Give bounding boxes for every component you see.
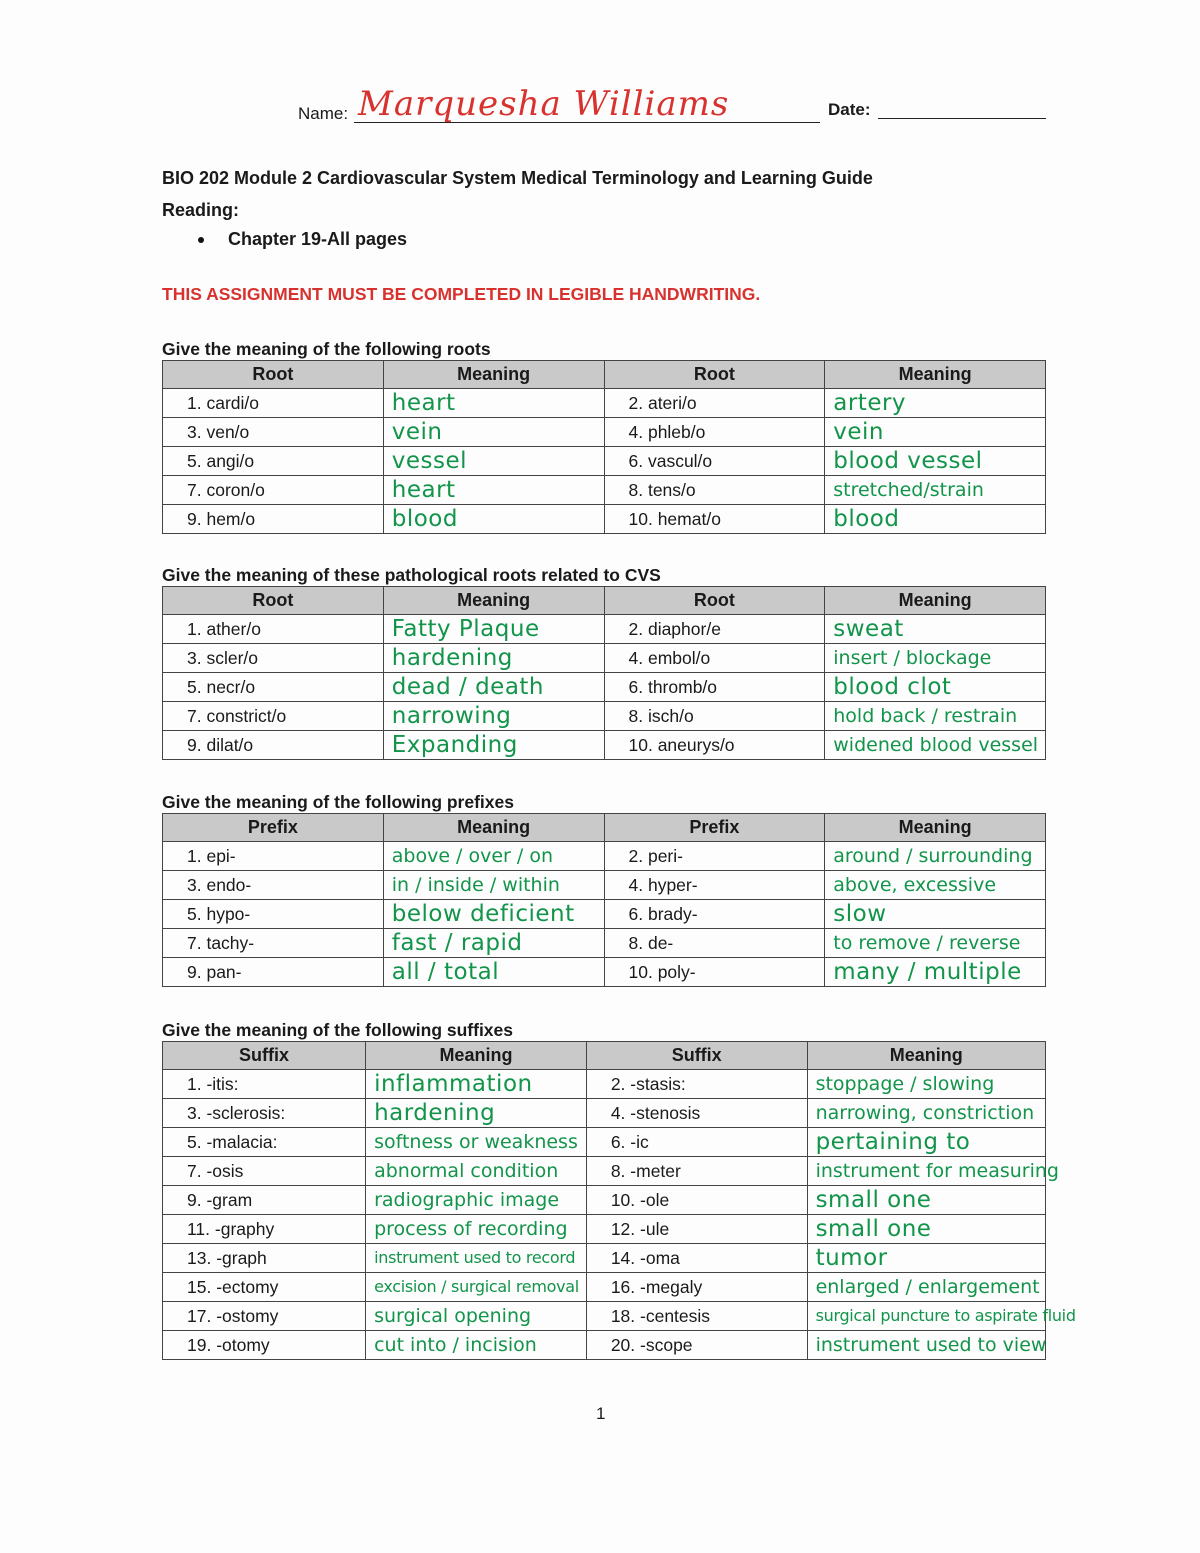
meaning-answer[interactable]: slow xyxy=(825,900,1046,929)
table-row xyxy=(163,871,1046,900)
name-value[interactable]: Marquesha Williams xyxy=(358,84,730,124)
column-header: Meaning xyxy=(825,587,1046,615)
table-row xyxy=(163,389,1046,418)
table-header-row xyxy=(163,814,1046,842)
meaning-answer[interactable]: blood xyxy=(383,505,604,534)
meaning-answer[interactable]: cut into / incision xyxy=(366,1331,587,1360)
column-header: Meaning xyxy=(825,361,1046,389)
table-row xyxy=(163,1186,1046,1215)
section-prefixes xyxy=(162,791,1046,987)
table-row xyxy=(163,702,1046,731)
meaning-answer[interactable]: process of recording xyxy=(366,1215,587,1244)
meaning-answer[interactable]: above, excessive xyxy=(825,871,1046,900)
meaning-answer[interactable]: vessel xyxy=(383,447,604,476)
meaning-answer[interactable]: stoppage / slowing xyxy=(807,1070,1045,1099)
term-cell: 7. tachy- xyxy=(163,929,384,958)
meaning-answer[interactable]: many / multiple xyxy=(825,958,1046,987)
table-row xyxy=(163,615,1046,644)
term-cell: 8. -meter xyxy=(586,1157,807,1186)
column-header: Prefix xyxy=(604,814,825,842)
document-title: BIO 202 Module 2 Cardiovascular System Medical Terminology and Learning Guide xyxy=(162,168,873,188)
meaning-answer[interactable]: blood vessel xyxy=(825,447,1046,476)
meaning-answer[interactable]: surgical opening xyxy=(366,1302,587,1331)
term-cell: 5. -malacia: xyxy=(163,1128,366,1157)
meaning-answer[interactable]: vein xyxy=(825,418,1046,447)
terminology-table xyxy=(162,586,1046,760)
table-row xyxy=(163,1331,1046,1360)
table-header-row xyxy=(163,587,1046,615)
term-cell: 18. -centesis xyxy=(586,1302,807,1331)
term-cell: 3. -sclerosis: xyxy=(163,1099,366,1128)
term-cell: 1. epi- xyxy=(163,842,384,871)
meaning-answer[interactable]: all / total xyxy=(383,958,604,987)
term-cell: 6. -ic xyxy=(586,1128,807,1157)
column-header: Prefix xyxy=(163,814,384,842)
column-header: Suffix xyxy=(163,1042,366,1070)
column-header: Root xyxy=(604,587,825,615)
table-row xyxy=(163,1070,1046,1099)
meaning-answer[interactable]: fast / rapid xyxy=(383,929,604,958)
section-roots xyxy=(162,338,1046,534)
term-cell: 4. phleb/o xyxy=(604,418,825,447)
meaning-answer[interactable]: sweat xyxy=(825,615,1046,644)
terminology-table xyxy=(162,360,1046,534)
table-row xyxy=(163,958,1046,987)
section-suffixes xyxy=(162,1019,1076,1360)
meaning-answer[interactable]: hardening xyxy=(383,644,604,673)
meaning-answer[interactable]: small one xyxy=(807,1186,1045,1215)
meaning-answer[interactable]: below deficient xyxy=(383,900,604,929)
table-row xyxy=(163,900,1046,929)
meaning-answer[interactable]: pertaining to xyxy=(807,1128,1045,1157)
table-row xyxy=(163,418,1046,447)
term-cell: 20. -scope xyxy=(586,1331,807,1360)
term-cell: 1. -itis: xyxy=(163,1070,366,1099)
term-cell: 2. peri- xyxy=(604,842,825,871)
meaning-answer[interactable]: instrument used to record xyxy=(366,1244,587,1273)
meaning-answer[interactable]: in / inside / within xyxy=(383,871,604,900)
reading-item-text: Chapter 19-All pages xyxy=(228,229,408,249)
reading-label: Reading: xyxy=(162,200,240,220)
term-cell: 19. -otomy xyxy=(163,1331,366,1360)
meaning-answer[interactable]: radiographic image xyxy=(366,1186,587,1215)
term-cell: 13. -graph xyxy=(163,1244,366,1273)
term-cell: 6. vascul/o xyxy=(604,447,825,476)
term-cell: 10. aneurys/o xyxy=(604,731,825,760)
term-cell: 5. hypo- xyxy=(163,900,384,929)
bullet-icon xyxy=(198,237,204,243)
table-row xyxy=(163,1128,1046,1157)
term-cell: 9. hem/o xyxy=(163,505,384,534)
column-header: Meaning xyxy=(383,361,604,389)
section-pathological-roots xyxy=(162,564,1046,760)
warning-text: THIS ASSIGNMENT MUST BE COMPLETED IN LEGIBLE HANDWRITING. xyxy=(162,284,761,304)
meaning-answer[interactable]: blood xyxy=(825,505,1046,534)
term-cell: 5. necr/o xyxy=(163,673,384,702)
meaning-answer[interactable]: heart xyxy=(383,389,604,418)
table-row xyxy=(163,476,1046,505)
term-cell: 1. cardi/o xyxy=(163,389,384,418)
meaning-answer[interactable]: vein xyxy=(383,418,604,447)
meaning-answer[interactable]: instrument used to view xyxy=(807,1331,1045,1360)
term-cell: 14. -oma xyxy=(586,1244,807,1273)
term-cell: 8. de- xyxy=(604,929,825,958)
meaning-answer[interactable]: hardening xyxy=(366,1099,587,1128)
meaning-answer[interactable]: excision / surgical removal xyxy=(366,1273,587,1302)
term-cell: 9. dilat/o xyxy=(163,731,384,760)
meaning-answer[interactable]: inflammation xyxy=(366,1070,587,1099)
term-cell: 7. -osis xyxy=(163,1157,366,1186)
column-header: Meaning xyxy=(366,1042,587,1070)
date-label: Date: xyxy=(828,100,871,119)
meaning-answer[interactable]: narrowing, constriction xyxy=(807,1099,1045,1128)
term-cell: 9. pan- xyxy=(163,958,384,987)
term-cell: 5. angi/o xyxy=(163,447,384,476)
terminology-table xyxy=(162,813,1046,987)
term-cell: 12. -ule xyxy=(586,1215,807,1244)
meaning-answer[interactable]: Fatty Plaque xyxy=(383,615,604,644)
section-title: Give the meaning of the following suffixes xyxy=(162,1020,514,1040)
term-cell: 3. endo- xyxy=(163,871,384,900)
table-row xyxy=(163,644,1046,673)
meaning-answer[interactable]: around / surrounding xyxy=(825,842,1046,871)
meaning-answer[interactable]: blood clot xyxy=(825,673,1046,702)
meaning-answer[interactable]: to remove / reverse xyxy=(825,929,1046,958)
term-cell: 2. -stasis: xyxy=(586,1070,807,1099)
section-title: Give the meaning of the following roots xyxy=(162,339,491,359)
table-row xyxy=(163,1273,1046,1302)
meaning-answer[interactable]: narrowing xyxy=(383,702,604,731)
term-cell: 10. poly- xyxy=(604,958,825,987)
meaning-answer[interactable]: instrument for measuring xyxy=(807,1157,1045,1186)
meaning-answer[interactable]: insert / blockage xyxy=(825,644,1046,673)
meaning-answer[interactable]: small one xyxy=(807,1215,1045,1244)
term-cell: 2. ateri/o xyxy=(604,389,825,418)
column-header: Root xyxy=(604,361,825,389)
table-row xyxy=(163,929,1046,958)
meaning-answer[interactable]: softness or weakness xyxy=(366,1128,587,1157)
section-title: Give the meaning of these pathological roots related to CVS xyxy=(162,565,661,585)
meaning-answer[interactable]: widened blood vessel xyxy=(825,731,1046,760)
term-cell: 4. embol/o xyxy=(604,644,825,673)
term-cell: 11. -graphy xyxy=(163,1215,366,1244)
term-cell: 3. ven/o xyxy=(163,418,384,447)
term-cell: 4. -stenosis xyxy=(586,1099,807,1128)
term-cell: 8. isch/o xyxy=(604,702,825,731)
column-header: Meaning xyxy=(383,587,604,615)
meaning-answer[interactable]: artery xyxy=(825,389,1046,418)
meaning-answer[interactable]: dead / death xyxy=(383,673,604,702)
table-row xyxy=(163,673,1046,702)
term-cell: 9. -gram xyxy=(163,1186,366,1215)
term-cell: 1. ather/o xyxy=(163,615,384,644)
term-cell: 10. -ole xyxy=(586,1186,807,1215)
table-header-row xyxy=(163,361,1046,389)
term-cell: 4. hyper- xyxy=(604,871,825,900)
term-cell: 8. tens/o xyxy=(604,476,825,505)
meaning-answer[interactable]: abnormal condition xyxy=(366,1157,587,1186)
table-row xyxy=(163,731,1046,760)
meaning-answer[interactable]: hold back / restrain xyxy=(825,702,1046,731)
column-header: Root xyxy=(163,361,384,389)
term-cell: 7. coron/o xyxy=(163,476,384,505)
reading-item xyxy=(198,229,407,250)
table-row xyxy=(163,1302,1046,1331)
term-cell: 15. -ectomy xyxy=(163,1273,366,1302)
meaning-answer[interactable]: enlarged / enlargement xyxy=(807,1273,1045,1302)
terminology-table xyxy=(162,1041,1076,1360)
table-row xyxy=(163,1244,1046,1273)
header xyxy=(298,84,1058,128)
name-label: Name: xyxy=(298,104,349,123)
term-cell: 10. hemat/o xyxy=(604,505,825,534)
table-row xyxy=(163,1099,1046,1128)
column-header: Meaning xyxy=(383,814,604,842)
date-field[interactable] xyxy=(878,118,1046,119)
term-cell: 6. thromb/o xyxy=(604,673,825,702)
column-header: Suffix xyxy=(586,1042,807,1070)
column-header: Root xyxy=(163,587,384,615)
term-cell: 3. scler/o xyxy=(163,644,384,673)
term-cell: 16. -megaly xyxy=(586,1273,807,1302)
term-cell: 2. diaphor/e xyxy=(604,615,825,644)
page-number: 1 xyxy=(596,1404,606,1423)
column-header: Meaning xyxy=(825,814,1046,842)
term-cell: 6. brady- xyxy=(604,900,825,929)
meaning-answer[interactable]: Expanding xyxy=(383,731,604,760)
table-row xyxy=(163,1157,1046,1186)
column-header: Meaning xyxy=(807,1042,1045,1070)
meaning-answer[interactable]: tumor xyxy=(807,1244,1045,1273)
table-row xyxy=(163,505,1046,534)
table-header-row xyxy=(163,1042,1046,1070)
meaning-answer[interactable]: above / over / on xyxy=(383,842,604,871)
table-row xyxy=(163,1215,1046,1244)
section-title: Give the meaning of the following prefixes xyxy=(162,792,514,812)
term-cell: 7. constrict/o xyxy=(163,702,384,731)
meaning-answer[interactable]: heart xyxy=(383,476,604,505)
meaning-answer[interactable]: stretched/strain xyxy=(825,476,1046,505)
meaning-answer[interactable]: surgical puncture to aspirate fluid xyxy=(807,1302,1045,1331)
table-row xyxy=(163,842,1046,871)
table-row xyxy=(163,447,1046,476)
term-cell: 17. -ostomy xyxy=(163,1302,366,1331)
